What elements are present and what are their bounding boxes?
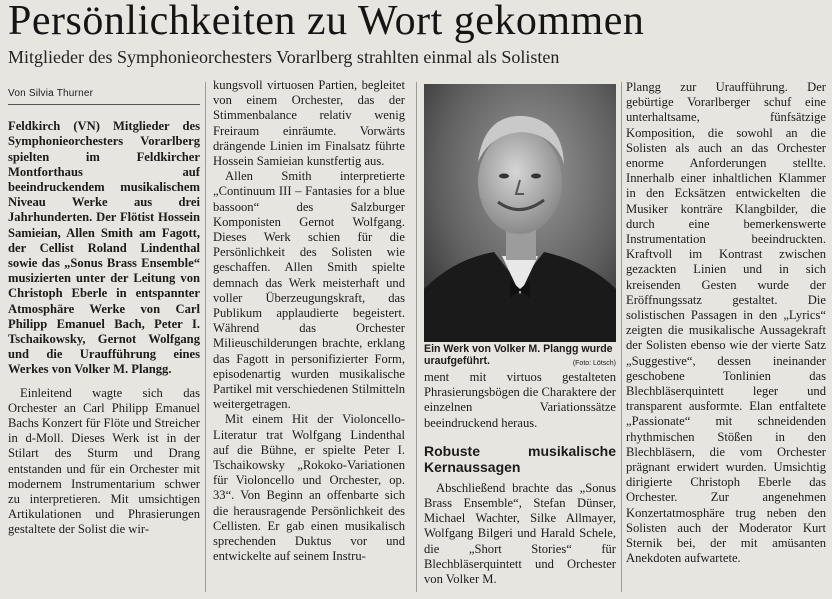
article-paragraph: kungsvoll virtuosen Partien, begleitet von einem Orchester, das der Stimmenbalance relativ wenig Freiraum einräumte. Vorwärts drängende Linien im Finalsatz führte Hossein Samieian kunstfertig aus.	[213, 78, 405, 169]
photo-credit: (Foto: Lötsch)	[572, 360, 616, 367]
article-paragraph: Allen Smith interpretierte „Continuum III – Fantasies for a blue bassoon“ des Salzburger Komponisten Gernot Wolfgang. Dieses Werk schien für die Persönlichkeit des Solisten wie geschaffen. Allen Smith spielte demnach das Werk meisterhaft und voller Überzeugungskraft, das Publikum applaudierte begeistert. Während das Orchester Milieuschilderungen brachte, erklang das Fagott in personifizierter Form, episodenartig wurden musikalische Partikel mit verschiedenen Stilmitteln weitergetragen.	[213, 169, 405, 412]
article-column-1	[8, 86, 200, 538]
portrait-photo	[424, 84, 616, 342]
article-column-4	[626, 80, 826, 567]
article-paragraph: ment mit virtuos gestalteten Phrasierungsbögen die Charaktere der einzelnen Variationssätze beeindruckend heraus.	[424, 370, 616, 430]
byline: Von Silvia Thurner	[8, 86, 200, 105]
section-heading: Robuste musikalische Kernaussagen	[424, 442, 616, 475]
article-paragraph: Plangg zur Uraufführung. Der gebürtige Vorarlberger schuf eine unterhaltsame, fünfsätzige Komposition, die sowohl an die Solisten als auch an das Orchester enorme Anforderungen stellte. Innerhalb einer inhaltlichen Klammer in den Ecksätzen entwickelten die Musiker konträre Klangbilder, die durch eine bemerkenswerte Instrumentation beeindruckten. Kraftvoll im Kontrast zwischen gezackten Linien und in sich kreisenden Gesten wurde der Eröffnungssatz gestaltet. Die solistischen Passagen in den „Lyrics“ zeigten die musikalische Aussagekraft der Solisten ebenso wie der vierte Satz „Suggestive“, dessen ineinander geschobene Tonlinien das Blechbläserquintett leger und transparent ausformte. Elan entfaltete „Passionate“ mit schneidenden rhythmischen Stößen in den Blechbläsern, die vom Orchester prägnant erwidert wurden. Umsichtig dirigierte Christoph Eberle das Orchester. Zur angenehmen Konzertatmosphäre trug neben den Solisten auch der Moderator Kurt Sternik bei, der mit amüsanten Anekdoten aufwartete.	[626, 80, 826, 566]
column-divider	[621, 82, 622, 592]
column-divider	[416, 82, 417, 592]
article-lead: Feldkirch (VN) Mitglieder des Symphonieorchesters Vorarlberg spielten im Feldkircher Montforthaus auf beeindruckendem musikalischem Niveau Werke aus drei Jahrhunderten. Der Flötist Hossein Samieian, Allen Smith am Fagott, der Cellist Roland Lindenthal sowie das „Sonus Brass Ensemble“ musizierten unter der Leitung von Christoph Eberle in entspannter Atmosphäre Werke von Carl Philipp Emanuel Bach, Peter I. Tschaikowsky, Gernot Wolfgang und die Uraufführung eines Werkes von Volker M. Plangg.	[8, 119, 200, 377]
portrait-illustration	[424, 84, 616, 342]
photo-caption	[424, 343, 616, 370]
caption-text: Ein Werk von Volker M. Plangg wurde uraufgeführt.	[424, 343, 613, 367]
article-subheadline: Mitglieder des Symphonieorchesters Vorarlberg strahlten einmal als Solisten	[8, 47, 560, 67]
article-paragraph: Abschließend brachte das „Sonus Brass Ensemble“, Stefan Dünser, Michael Wachter, Silke Allmayer, Wolfgang Bilgeri und Harald Schele, die „Short Stories“ für Blechbläserquintett und Orchester von Volker M.	[424, 480, 616, 587]
article-headline: Persönlichkeiten zu Wort gekommen	[8, 0, 645, 44]
article-paragraph: Einleitend wagte sich das Orchester an Carl Philipp Emanuel Bachs Konzert für Flöte und Streicher in d-Moll. Dieses Werk ist in der Stilart des Sturm und Drang entstanden und für ein Orchester mit modernem Instrumentarium schwer zu interpretieren. Mit umsichtigen Artikulationen und Phrasierungen gestaltete der Solist die wir-	[8, 385, 200, 537]
article-paragraph: Mit einem Hit der Violoncello-Literatur trat Wolfgang Lindenthal auf die Bühne, er spielte Peter I. Tschaikowsky „Rokoko-Variationen für Violoncello und Orchester, op. 33“. Von Beginn an offenbarte sich die herausragende Persönlichkeit des Cellisten. Er gab einen musikalisch sprechenden Duktus vor und entwickelte auf seinem Instru-	[213, 412, 405, 564]
article-column-3	[424, 370, 616, 587]
column-divider	[205, 82, 206, 592]
article-column-2	[213, 78, 405, 565]
